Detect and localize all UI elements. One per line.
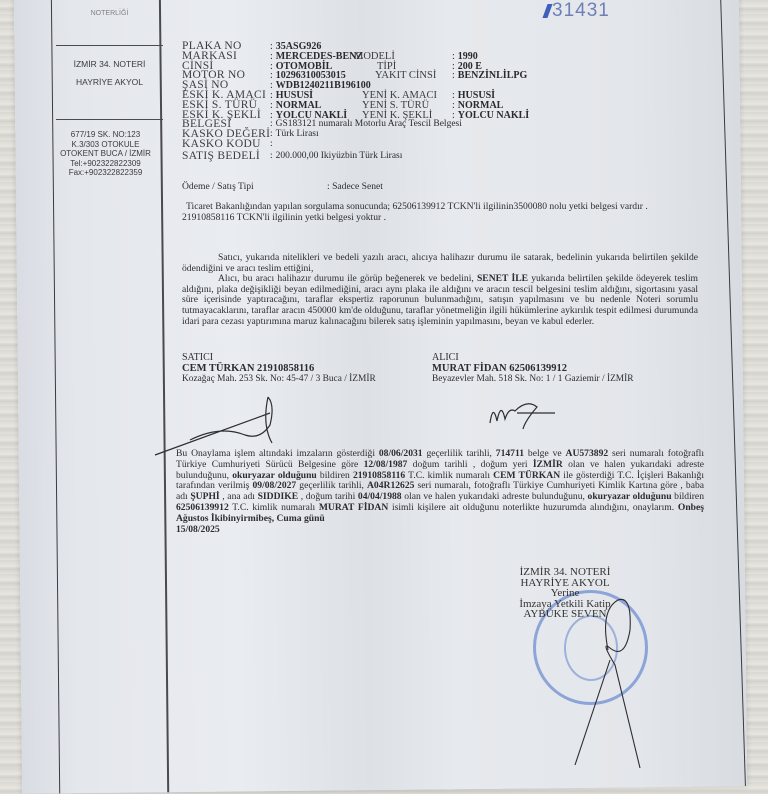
notary-approval xyxy=(176,449,704,535)
seller-birthdate: 12/08/1987 xyxy=(363,458,408,470)
clerk-name: AYBÜKE SEVEN xyxy=(523,608,607,620)
ministry-query xyxy=(182,202,702,223)
address-line: OTOKENT BUCA / İZMİR xyxy=(60,149,151,159)
on-behalf: Yerine xyxy=(550,587,580,599)
new-purpose: : HUSUSİ xyxy=(452,91,495,101)
address-line: K.3/303 OTOKULE xyxy=(71,139,140,149)
license-serial: AU573892 xyxy=(565,448,609,459)
old-type: : NORMAL xyxy=(270,101,321,111)
payment-type xyxy=(182,181,383,193)
label: KASKO DEĞERİ xyxy=(182,128,271,141)
model-year: : 1990 xyxy=(452,52,478,62)
text: seri numaralı, fotoğraflı Türkiye Cumhuriyeti Kimlik Kartına göre , baba adı xyxy=(176,480,705,503)
text: belge ve xyxy=(524,448,566,459)
fax: Fax:+902322822359 xyxy=(68,168,143,178)
id-expiry: 09/08/2027 xyxy=(252,480,297,492)
label: YENİ S. TÜRÜ xyxy=(362,99,430,111)
vehicle-model-type: : 200 E xyxy=(452,62,482,72)
label: YENİ K. AMACI xyxy=(362,89,437,101)
notary-name: HAYRİYE AKYOL xyxy=(76,77,143,87)
label: MODELİ xyxy=(354,50,395,62)
license-doc-no: 714711 xyxy=(495,448,525,459)
seller-name: CEM TÜRKAN 21910858116 xyxy=(182,362,315,374)
license-expiry: 08/06/2031 xyxy=(378,448,423,459)
serial-number: 31431 xyxy=(545,0,610,22)
insurance-value: : Türk Lirası xyxy=(270,130,319,140)
seller-birthplace: İZMİR xyxy=(532,458,563,470)
brand: : MERCEDES-BENZ xyxy=(270,52,363,62)
registration-document: : GS183121 numaralı Motorlu Araç Tescil Belgesi xyxy=(270,120,462,130)
label: SATIŞ BEDELİ xyxy=(182,149,261,162)
label: YAKIT CİNSİ xyxy=(375,70,437,82)
text: yukarıda belirtilen şekilde ödeyerek teslim aldığını, plaka değişikliği beyan edilmediğini, aracı aynı plaka ile aldığını ve aracın tescil belgesini teslim aldığını, sigortasını yasal süre içerisinde yaptıracağını, taraflar ekspertiz raporunun bulunmadığını, satışın yapılmasını ve bu nedenle Noteri sorumlu tutmayacaklarını, taraflar aracın 450000 km'de olduğunu, taraflar yönetmeliğin ilgili hükümlerine aykırılık tespit edilmesi durumunda idari para cezası yaptırımına maruz kalınacağını bilerek satış işleminin yapılmasını, beyan ve kabul ederler. xyxy=(182,273,698,327)
text: , doğum tarihi xyxy=(298,491,358,503)
notary-name: HAYRİYE AKYOL xyxy=(520,576,610,589)
address-line: 677/19 SK. NO:123 xyxy=(70,130,141,139)
insurance-code xyxy=(270,140,276,150)
label: CİNSİ xyxy=(182,59,214,72)
father-name: ŞUPHİ xyxy=(190,491,220,503)
literacy-statement: okuryazar olduğunu xyxy=(232,469,317,481)
seller xyxy=(182,353,376,385)
id-serial: A04R12625 xyxy=(367,480,415,492)
label: MARKASI xyxy=(182,49,238,62)
seller-declaration: Satıcı, yukarıda nitelikleri ve bedeli yazılı aracı, alıcıya halihazır durumu ile satarak, bedelinin yukarıda belirtilen şekilde ödendiğini ve aracı teslim ettiğini, xyxy=(182,252,698,274)
ministry-query-line: Ticaret Bakanlığından yapılan sorgulama sonucunda; 62506139912 TCKN'li ilgilinin3500080 nolu yetki belgesi vardır . xyxy=(186,201,648,212)
old-purpose: : HUSUSİ xyxy=(270,91,313,101)
label: BELGESİ xyxy=(182,118,232,131)
notary-office: İZMİR 34. NOTERİ xyxy=(73,59,146,69)
text: , ana adı xyxy=(219,491,258,503)
side-top-label: NOTERLİĞİ xyxy=(90,10,129,17)
clerk-signature xyxy=(570,590,690,768)
new-form: : YOLCU NAKLİ xyxy=(452,111,529,121)
engine-number: : 10296310053015 xyxy=(270,71,346,81)
side-header xyxy=(56,0,163,46)
text: Alıcı, bu aracı halihazır durumu ile görüp beğenerek ve bedelini, xyxy=(218,273,477,285)
notary-address xyxy=(52,130,159,178)
text: seri numaralı fotoğraflı Türkiye Cumhuriyeti Sürücü Belgesine göre xyxy=(176,448,704,470)
label: MOTOR NO xyxy=(182,69,246,82)
mother-name: SIDDIKE xyxy=(257,491,299,503)
buyer-role: ALICI xyxy=(432,352,459,363)
payment-value: : Sadece Senet xyxy=(327,181,383,192)
seller-tckn: 21910858116 xyxy=(352,469,406,481)
text: geçerlilik tarihli, xyxy=(422,448,496,459)
old-form: : YOLCU NAKLİ xyxy=(270,111,347,121)
buyer-declaration xyxy=(182,274,698,327)
label: TİPİ xyxy=(377,60,397,72)
text: geçerlilik tarihli, xyxy=(296,480,367,492)
buyer-signature xyxy=(485,393,565,433)
seller-address: Kozağaç Mah. 253 Sk. No: 45-47 / 3 Buca / İZMİR xyxy=(182,374,376,385)
declaration xyxy=(182,253,698,327)
seller-role: SATICI xyxy=(182,352,214,363)
text: T.C. kimlik numaralı xyxy=(405,469,494,481)
date-in-words: Onbeş Ağustos İkibinyirmibeş, Cuma günü xyxy=(176,501,704,524)
text: olan ve halen yukarıdaki adreste bulunduğunu, xyxy=(176,458,704,481)
plate-number: : 35ASG926 xyxy=(270,42,321,52)
label: KASKO KODU xyxy=(182,137,261,150)
payment-method-emphasis: SENET İLE xyxy=(476,273,528,285)
text: bildiren xyxy=(316,469,353,481)
phone: Tel:+902322822309 xyxy=(70,158,141,168)
buyer-name: MURAT FİDAN xyxy=(318,501,389,513)
text: bildiren xyxy=(671,491,704,503)
notary-office: İZMİR 34. NOTERİ xyxy=(519,566,611,578)
new-type: : NORMAL xyxy=(452,101,503,111)
text: doğum tarihli , doğum yeri xyxy=(407,458,533,470)
frame-line-right xyxy=(720,0,746,786)
seller-name: CEM TÜRKAN xyxy=(493,469,561,481)
buyer-tckn: 62506139912 xyxy=(176,501,229,513)
label: PLAKA NO xyxy=(182,40,242,52)
buyer xyxy=(432,353,634,385)
label: ŞASİ NO xyxy=(182,79,229,92)
fuel-type: : BENZİNLİLPG xyxy=(452,71,527,81)
label: ESKİ K. ŞEKLİ xyxy=(182,108,261,121)
buyer-birthdate: 04/04/1988 xyxy=(357,491,402,503)
approval-date: 15/08/2025 xyxy=(176,523,220,535)
label: ESKİ K. AMACI xyxy=(182,88,267,101)
buyer-address: Beyazevler Mah. 518 Sk. No: 1 / 1 Gaziemir / İZMİR xyxy=(432,374,634,385)
label: ESKİ S. TÜRÜ xyxy=(182,98,258,111)
buyer-name: MURAT FİDAN 62506139912 xyxy=(432,362,567,374)
text: isimli kişilere ait olduğunu noterlikte huzurumda alındığını, onaylarım. xyxy=(388,501,678,513)
text: olan ve halen yukarıdaki adreste bulunduğunu, xyxy=(401,491,588,503)
authorized-clerk-label: İmzaya Yetkili Katip xyxy=(519,597,611,610)
vehicle-type: : OTOMOBİL xyxy=(270,62,332,72)
text: ile gösterdiği T.C. İçişleri Bakanlığı tarafından verilmiş xyxy=(176,469,705,492)
literacy-statement: okuryazar olduğunu xyxy=(587,491,672,503)
chassis-number: : WDB1240211B196100 xyxy=(270,81,371,91)
text: Bu Onaylama işlem altındaki imzaların gösterdiği xyxy=(176,448,379,459)
text: T.C. kimlik numaralı xyxy=(228,501,319,513)
label: YENİ K. ŞEKLİ xyxy=(362,109,433,121)
sale-price: : 200.000,00 Ikiyüzbin Türk Lirası xyxy=(270,152,402,162)
side-notary-box xyxy=(56,45,163,120)
ministry-query-line: 21910858116 TCKN'li ilgilinin yetki belgesi yoktur . xyxy=(182,211,386,223)
payment-label: Ödeme / Satış Tipi xyxy=(182,181,254,192)
